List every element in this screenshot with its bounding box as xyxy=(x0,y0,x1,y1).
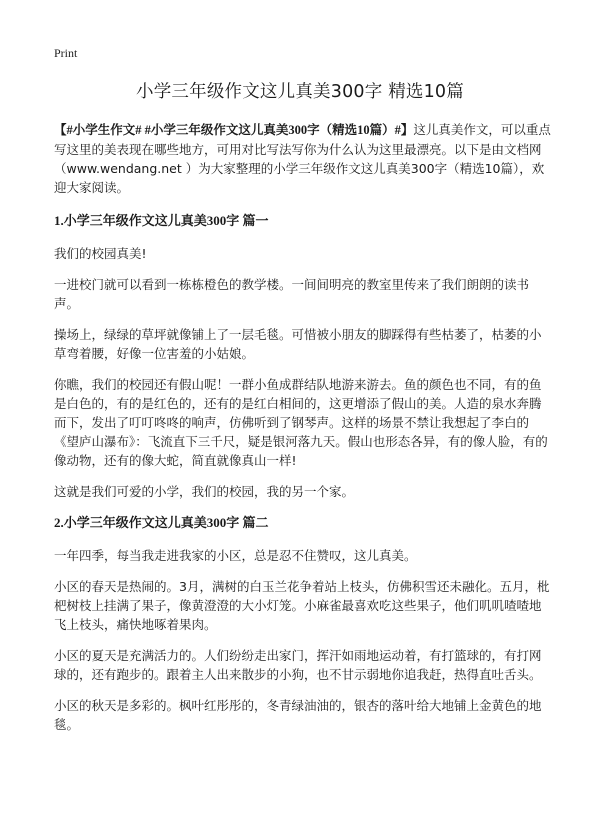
print-link[interactable]: Print xyxy=(54,46,78,60)
section-heading-2: 2.小学三年级作文这儿真美300字 篇二 xyxy=(54,515,269,530)
article-body xyxy=(54,120,552,746)
intro-text: 这儿真美作文，可以重点写这里的美表现在哪些地方，可用对比写法写你为什么认为这里最漂亮。以下是由文档网（www.wendang.net ）为大家整理的小学三年级作文这儿真美300字（精选10篇），欢迎大家阅读。 xyxy=(54,122,551,195)
paragraph: 小区的夏天是充满活力的。人们纷纷走出家门，挥汗如雨地运动着，有打篮球的，有打网球的，还有跑步的。跟着主人出来散步的小狗，也不甘示弱地你追我赶，热得直吐舌头。 xyxy=(54,648,542,682)
intro-paragraph xyxy=(54,120,552,197)
paragraph: 小区的秋天是多彩的。枫叶红彤彤的，冬青绿油油的，银杏的落叶给大地铺上金黄色的地毯。 xyxy=(54,698,542,732)
paragraph: 这就是我们可爱的小学，我们的校园，我的另一个家。 xyxy=(54,484,355,499)
paragraph: 一进校门就可以看到一栋栋橙色的教学楼。一间间明亮的教室里传来了我们朗朗的读书声。 xyxy=(54,277,530,311)
section-heading-1: 1.小学三年级作文这儿真美300字 篇一 xyxy=(54,213,269,228)
paragraph: 小区的春天是热闹的。3月，满树的白玉兰花争着站上枝头，仿佛积雪还未融化。五月，枇杷树枝上挂满了果子，像黄澄澄的大小灯笼。小麻雀最喜欢吃这些果子，他们叽叽喳喳地飞上枝头，痛快地啄着果肉。 xyxy=(54,579,550,632)
paragraph: 操场上，绿绿的草坪就像铺上了一层毛毯。可惜被小朋友的脚踩得有些枯萎了，枯萎的小草弯着腰，好像一位害羞的小姑娘。 xyxy=(54,327,542,361)
paragraph: 你瞧，我们的校园还有假山呢！一群小鱼成群结队地游来游去。鱼的颜色也不同，有的鱼是白色的，有的是红色的，还有的是红白相间的，这更增添了假山的美。人造的泉水奔腾而下，发出了叮叮咚咚的响声，仿佛听到了钢琴声。这样的场景不禁让我想起了李白的《望庐山瀑布》：飞流直下三千尺，疑是银河落九天。假山也形态各异，有的像人脸，有的像动物，还有的像大蛇，简直就像真山一样! xyxy=(54,377,548,468)
intro-tag: 【#小学生作文# #小学三年级作文这儿真美300字（精选10篇）#】 xyxy=(54,123,414,137)
page-title: 小学三年级作文这儿真美300字 精选10篇 xyxy=(136,82,464,102)
paragraph: 一年四季，每当我走进我家的小区，总是忍不住赞叹，这儿真美。 xyxy=(54,548,417,563)
paragraph: 我们的校园真美! xyxy=(54,246,147,261)
